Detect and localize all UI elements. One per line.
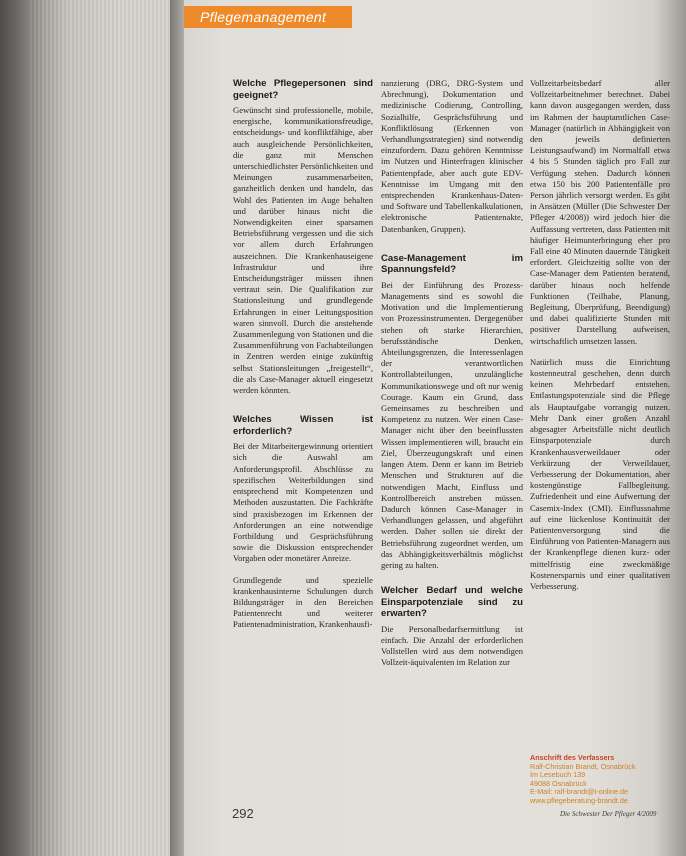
author-address-box bbox=[530, 754, 670, 806]
paragraph: Grundlegende und spezielle krankenhausinterne Schulungen durch Bildungsträger in den Bereichen Patientenrecht und weiterer Patientenadministration, Krankenhausfi- bbox=[233, 574, 373, 630]
author-line: 49088 Osnabrück bbox=[530, 778, 587, 788]
author-line: Im Lesebuch 139 bbox=[530, 770, 586, 780]
author-label: Anschrift des Verfassers bbox=[530, 753, 615, 762]
heading-demand-savings: Welcher Bedarf und welche Einsparpotenziale sind zu erwarten? bbox=[381, 585, 523, 620]
author-website: www.pflegeberatung-brandt.de bbox=[530, 795, 628, 805]
paragraph: Gewünscht sind professionelle, mobile, energische, kommunikationsfreudige, entscheidungs- und konfliktfähige, aber auch ausgleichende Persönlichkeiten, die ganz mit Menschen unterschiedlichster Persönlichkeiten und Meinungen zusammenarbeiten, ganzheitlich denken und handeln, das Wohl des Patienten im Auge behalten und darüber hinaus nicht die Notwendigkeiten einer sparsamen Betriebsführung vergessen und die sich vor allem durch Erfahrungen auszeichnen. Die Krankenhauseigene Infrastruktur und ihre Entscheidungsträger müssen ihnen vertraut sein. Die Qualifikation zur Stationsleitung und grundlegende Erfahrungen in einer Leitungsposition waren sinnvoll. Durch die anstehende Zusammenlegung von Stationen und die Zusammenführung von Fachabteilungen in Zentren werden einige zukünftig selbst Stationsleitungen „freigestellt“, die als Case-Manager aktuell eingesetzt werden könnten. bbox=[233, 105, 373, 396]
heading-suitable-nurses: Welche Pflegepersonen sind geeignet? bbox=[233, 78, 373, 101]
text-column-3 bbox=[530, 78, 670, 602]
paragraph: Bei der Einführung des Prozess-Managements sind es sowohl die Motivation und die Implementierung von Prozessinstrumenten. Dergegenüber stehen oft starke Hierarchien, berufsständische Denken, Abteilungsgrenzen, die Interessenlagen der verantwortlichen Kontrollabteilungen, unzulängliche Kommunikationswege und oft nur wenig Courage. Kaum ein Grund, dass Gemeinsames zu beschreiben und Kompetenz zu nutzen. Wer einen Case-Manager nicht über den beeinflussten Wissen implementieren will, braucht ein Ziel, Überzeugungskraft und einen langen Atem. Denn er kann im Betrieb Menschen und Strukturen auf die notwendigen Macht, Einfluss und Kontrollbereich anstreben müssen. Dadurch können Case-Manager in Verhandlungen gelassen, und abgeführt werden. Daher sollen sie direkt der Betriebsführung zugeordnet werden, um das Abhängigkeitsverhältnis möglichst gering zu halten. bbox=[381, 279, 523, 570]
paragraph: Die Personalbedarfsermittlung ist einfach. Die Anzahl der erforderlichen Vollstellen wird aus dem notwendigen Vollzeit-äquivalenten im Relation zur bbox=[381, 623, 523, 668]
author-line: Ralf-Christian Brandt, Osnabrück bbox=[530, 761, 636, 771]
author-email: E-Mail: ralf-brandt@t-online.de bbox=[530, 787, 628, 797]
book-edge-pages bbox=[30, 0, 180, 856]
heading-required-knowledge: Welches Wissen ist erforderlich? bbox=[233, 414, 373, 437]
heading-case-management: Case-Management im Spannungsfeld? bbox=[381, 252, 523, 276]
paragraph: nanzierung (DRG, DRG-System und Abrechnung), Dokumentation und medizinische Codierung, Controlling, Sozialhilfe, Gesprächsführung und Konfliktlösung (Erkennen von Verhandlungsstrategien) sind notwendig einzufordern. Dazu gehören Kenntnisse im Nutzen und Hinterfragen klinischer Patientenpfade, aber auch gute EDV-Kenntnisse im Umgang mit den entsprechenden Krankenhaus-Daten- und Software und Tabellenkalkulationen, elektronische Patientenakte, Datenbanken, Gruppen). bbox=[381, 78, 523, 234]
section-header-title: Pflegemanagement bbox=[200, 9, 327, 25]
page-number: 292 bbox=[232, 806, 254, 821]
footer-publication: Die Schwester Der Pfleger 4/2009 bbox=[560, 810, 657, 818]
paragraph: Natürlich muss die Einrichtung kostenneutral geschehen, denn durch keinen Mehrbedarf entstehen. Entlastungspotenziale sind die Pflege als Hauptaufgabe vorrangig nutzen. Mehr Dank einer großen Anzahl abgesagter Arbeitsfälle nicht deutlich Einsparpotenziale durch Krankenhausverweildauer oder Verkürzung der Verweildauer, Verbesserung der Dokumentation, aber kostengünstige Fallbegleitung. Zufriedenheit und eine Aufwertung der Casemix-Index (CMI). Einflussnahme auf eine lückenlose Kontinuität der Patientenversorgung sind die Einführung von Patienten-Managern aus der Krankenpflege dienen kurz- oder mittelfristig eine zweckmäßige Kostenersparnis und einer qualitativen Verbesserung. bbox=[530, 356, 670, 591]
text-column-1 bbox=[233, 78, 373, 641]
paragraph: Bei der Mitarbeitergewinnung orientiert sich die Auswahl am Anforderungsprofil. Abschlüsse zu spezifischen Weiterbildungen sind entsprechend mit Kompetenzen und Methoden auszustatten. Die Fachkräfte sind praxisbezogen im Erkennen der Anforderungen an eine notwendige Fortbildung und Gesprächsführung sowie die Diskussion entsprechender Vorgaben oder monetärer Anreize. bbox=[233, 441, 373, 564]
paragraph: Vollzeitarbeitsbedarf aller Vollzeitarbeitnehmer berechnet. Dabei kann davon ausgegangen werden, dass im Rahmen der hauptamtlichen Case-Manager (natürlich in Abhängigkeit von den jeweils definierten Leistungsaufwand) im Normalfall etwa 4 bis 5 Stunden täglich pro Fall zur Verfügung stehen. Dadurch können etwa 150 bis 200 Patientenfälle pro Person jährlich versorgt werden. Es gibt in Ansätzen (Müller (Die Schwester Der Pfleger 4/2008)) wird jedoch hier die Auffassung vertreten, dass Patienten mit häufiger Heimunterbringung eher pro Fall eine 40 Minuten dauernde Tätigkeit erfordert. Gleichzeitig sollte von der Case-Manager dem Patienten beratend, darüber hinaus noch helfende Funktionen (Teilhabe, Planung, Begleitung, Überprüfung, Beendigung) und dabei qualifizierte Stunden mit positiver Darstellung aufweisen, wirtschaftlich umsetzen lassen. bbox=[530, 78, 670, 346]
text-column-2 bbox=[381, 78, 523, 678]
